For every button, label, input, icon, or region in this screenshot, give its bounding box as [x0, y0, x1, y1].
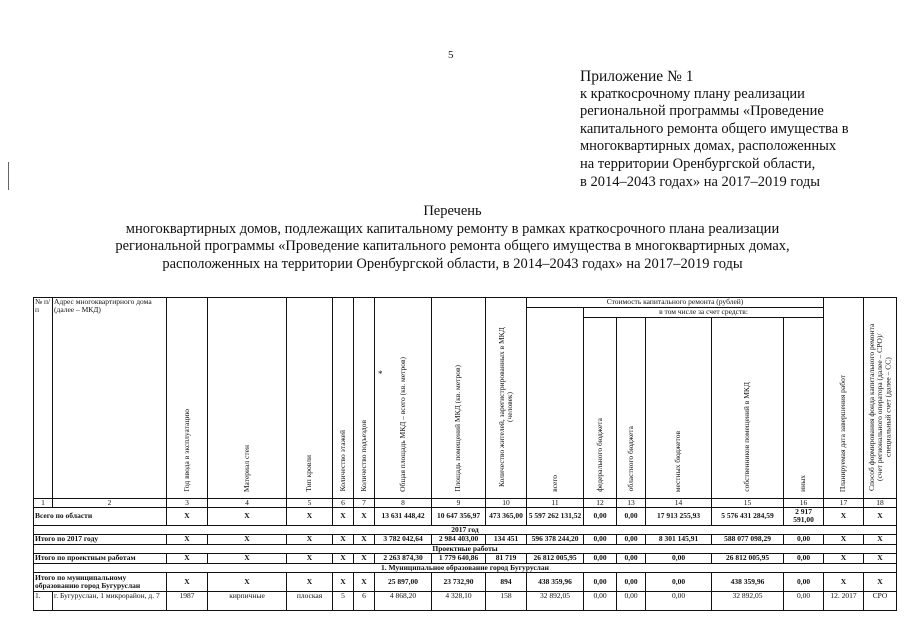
cell: 25 897,00	[375, 573, 432, 592]
col-number: 12	[584, 499, 617, 508]
cell: 0,00	[584, 508, 617, 525]
row-label: Итого по муниципальному образованию город Бугуруслан	[34, 573, 167, 592]
appendix-line: к краткосрочному плану реализации	[580, 85, 805, 102]
cell: 158	[486, 592, 527, 611]
cell: 32 892,05	[527, 592, 584, 611]
cell: X	[208, 508, 287, 525]
appendix-line: многоквартирных домах, расположенных	[580, 138, 837, 155]
cell: X	[333, 508, 354, 525]
cell: X	[864, 508, 897, 525]
header-floors: Количество этажей	[333, 298, 354, 499]
col-number: 9	[432, 499, 486, 508]
title-heading: Перечень	[423, 203, 482, 219]
cell: X	[287, 508, 333, 525]
table-row	[34, 508, 897, 525]
col-number: 17	[824, 499, 864, 508]
cell: 6	[354, 592, 375, 611]
cell: X	[824, 534, 864, 544]
cell: X	[333, 554, 354, 564]
cell: X	[287, 554, 333, 564]
cell: 0,00	[784, 592, 824, 611]
margin-mark	[8, 162, 9, 190]
col-number: 11	[527, 499, 584, 508]
col-number: 15	[712, 499, 784, 508]
section-row	[34, 564, 897, 573]
header-local: местных бюджетов	[646, 318, 712, 499]
section-row	[34, 525, 897, 534]
area-marker: *	[378, 369, 383, 379]
appendix-line: на территории Оренбургской области,	[580, 155, 816, 172]
appendix-line: региональной программы «Проведение	[580, 103, 824, 120]
cell: X	[864, 573, 897, 592]
cell: X	[167, 573, 208, 592]
cell: 438 359,96	[712, 573, 784, 592]
cell: 23 732,90	[432, 573, 486, 592]
cell: X	[333, 534, 354, 544]
header-method: Способ формирования фонда капитального ремонта (счет регионального оператора (далее – СРО)/специальный счет (далее – СС)	[864, 298, 897, 499]
header-including: в том числе за счет средств:	[584, 308, 824, 318]
cell: X	[864, 554, 897, 564]
cell: X	[167, 534, 208, 544]
col-number: 7	[354, 499, 375, 508]
cell: 81 719	[486, 554, 527, 564]
cell: 2 917 591,00	[784, 508, 824, 525]
row-label: Всего по области	[34, 508, 167, 525]
cell: 0,00	[617, 554, 646, 564]
cell: 0,00	[617, 573, 646, 592]
title-line: региональной программы «Проведение капитального ремонта общего имущества в многоквартирных домах,	[115, 238, 790, 255]
table-row	[34, 592, 897, 611]
cell: 3 782 042,64	[375, 534, 432, 544]
header-entrances: Количество подъездов	[354, 298, 375, 499]
column-numbers-row	[34, 499, 897, 508]
cell: 0,00	[646, 573, 712, 592]
col-number: 14	[646, 499, 712, 508]
cell: 0,00	[584, 573, 617, 592]
cell: X	[354, 554, 375, 564]
title-line: расположенных на территории Оренбургской области, в 2014–2043 годах» на 2017–2019 годы	[162, 255, 743, 272]
page-number: 5	[448, 49, 454, 61]
section-title: 2017 год	[34, 525, 897, 534]
cell: 0,00	[584, 534, 617, 544]
cell: 12. 2017	[824, 592, 864, 611]
col-number: 4	[208, 499, 287, 508]
cell: кирпичные	[208, 592, 287, 611]
document-title	[0, 203, 905, 273]
cell: 0,00	[646, 554, 712, 564]
header-num: № п/п	[34, 298, 53, 499]
cell: X	[167, 508, 208, 525]
cell: X	[287, 573, 333, 592]
appendix-block	[580, 68, 849, 191]
cell: 134 451	[486, 534, 527, 544]
cell: 0,00	[646, 592, 712, 611]
cell: X	[354, 573, 375, 592]
cell: 0,00	[784, 554, 824, 564]
cell: 0,00	[784, 573, 824, 592]
header-other: иных	[784, 318, 824, 499]
header-residents: Количество жителей, зарегистрированных в МКД (человек)	[486, 298, 527, 499]
appendix-line: в 2014–2043 годах» на 2017–2019 годы	[580, 173, 820, 190]
cell: 438 359,96	[527, 573, 584, 592]
header-area-premises: Площадь помещений МКД (кв. метров)	[432, 298, 486, 499]
cell: 4 868,20	[375, 592, 432, 611]
cell: X	[167, 554, 208, 564]
cell: 4 328,10	[432, 592, 486, 611]
col-number: 18	[864, 499, 897, 508]
header-total: всего	[527, 308, 584, 499]
appendix-heading: Приложение № 1	[580, 68, 694, 85]
row-address: г. Бугуруслан, 1 микрорайон, д. 7	[53, 592, 167, 611]
cell: 1 779 640,86	[432, 554, 486, 564]
col-number: 5	[287, 499, 333, 508]
cell: 26 812 005,95	[712, 554, 784, 564]
cell: 473 365,00	[486, 508, 527, 525]
header-cost-group: Стоимость капитального ремонта (рублей)	[527, 298, 824, 308]
cell: X	[864, 534, 897, 544]
cell: 8 301 145,91	[646, 534, 712, 544]
cell: X	[354, 508, 375, 525]
table-row	[34, 573, 897, 592]
cell: 26 812 005,95	[527, 554, 584, 564]
cell: 0,00	[784, 534, 824, 544]
cell: 17 913 255,93	[646, 508, 712, 525]
header-owners: собственников помещений в МКД	[712, 318, 784, 499]
col-number: 1	[34, 499, 53, 508]
col-number: 2	[53, 499, 167, 508]
cell: 1987	[167, 592, 208, 611]
cell: X	[824, 508, 864, 525]
cell: X	[208, 534, 287, 544]
row-num: 1.	[34, 592, 53, 611]
cell: 0,00	[617, 592, 646, 611]
cell: 0,00	[584, 554, 617, 564]
cell: 32 892,05	[712, 592, 784, 611]
col-number: 3	[167, 499, 208, 508]
col-number: 10	[486, 499, 527, 508]
cell: X	[824, 573, 864, 592]
cell: 588 077 098,29	[712, 534, 784, 544]
header-year: Год ввода в эксплуатацию	[167, 298, 208, 499]
cell: X	[354, 534, 375, 544]
col-number: 13	[617, 499, 646, 508]
row-label: Итого по 2017 году	[34, 534, 167, 544]
cell: 0,00	[617, 508, 646, 525]
section-title: Проектные работы	[34, 544, 897, 553]
cell: 5	[333, 592, 354, 611]
cell: X	[333, 573, 354, 592]
header-date: Планируемая дата завершения работ	[824, 298, 864, 499]
header-roof: Тип кровли	[287, 298, 333, 499]
appendix-line: капитального ремонта общего имущества в	[580, 120, 849, 137]
cell: X	[287, 534, 333, 544]
cell: 2 263 874,30	[375, 554, 432, 564]
header-regional: областного бюджета	[617, 318, 646, 499]
cell: 5 576 431 284,59	[712, 508, 784, 525]
table-row	[34, 534, 897, 544]
cell: 10 647 356,97	[432, 508, 486, 525]
registry-table	[33, 297, 897, 611]
table-row	[34, 554, 897, 564]
col-number: 16	[784, 499, 824, 508]
section-row	[34, 544, 897, 553]
cell: СРО	[864, 592, 897, 611]
col-number: 8	[375, 499, 432, 508]
header-area-total: * Общая площадь МКД – всего (кв. метров)	[375, 298, 432, 499]
title-line: многоквартирных домов, подлежащих капитальному ремонту в рамках краткосрочного плана реализации	[125, 220, 780, 237]
cell: 5 597 262 131,52	[527, 508, 584, 525]
header-wall: Материал стен	[208, 298, 287, 499]
cell: 2 984 403,00	[432, 534, 486, 544]
cell: 0,00	[584, 592, 617, 611]
cell: X	[208, 573, 287, 592]
cell: X	[208, 554, 287, 564]
section-title: 1. Муниципальное образование город Бугуруслан	[34, 564, 897, 573]
header-federal: федерального бюджета	[584, 318, 617, 499]
cell: 596 378 244,20	[527, 534, 584, 544]
cell: 13 631 448,42	[375, 508, 432, 525]
col-number: 6	[333, 499, 354, 508]
cell: 894	[486, 573, 527, 592]
cell: плоская	[287, 592, 333, 611]
cell: 0,00	[617, 534, 646, 544]
header-address: Адрес многоквартирного дома (далее – МКД)	[53, 298, 167, 499]
row-label: Итого по проектным работам	[34, 554, 167, 564]
cell: X	[824, 554, 864, 564]
